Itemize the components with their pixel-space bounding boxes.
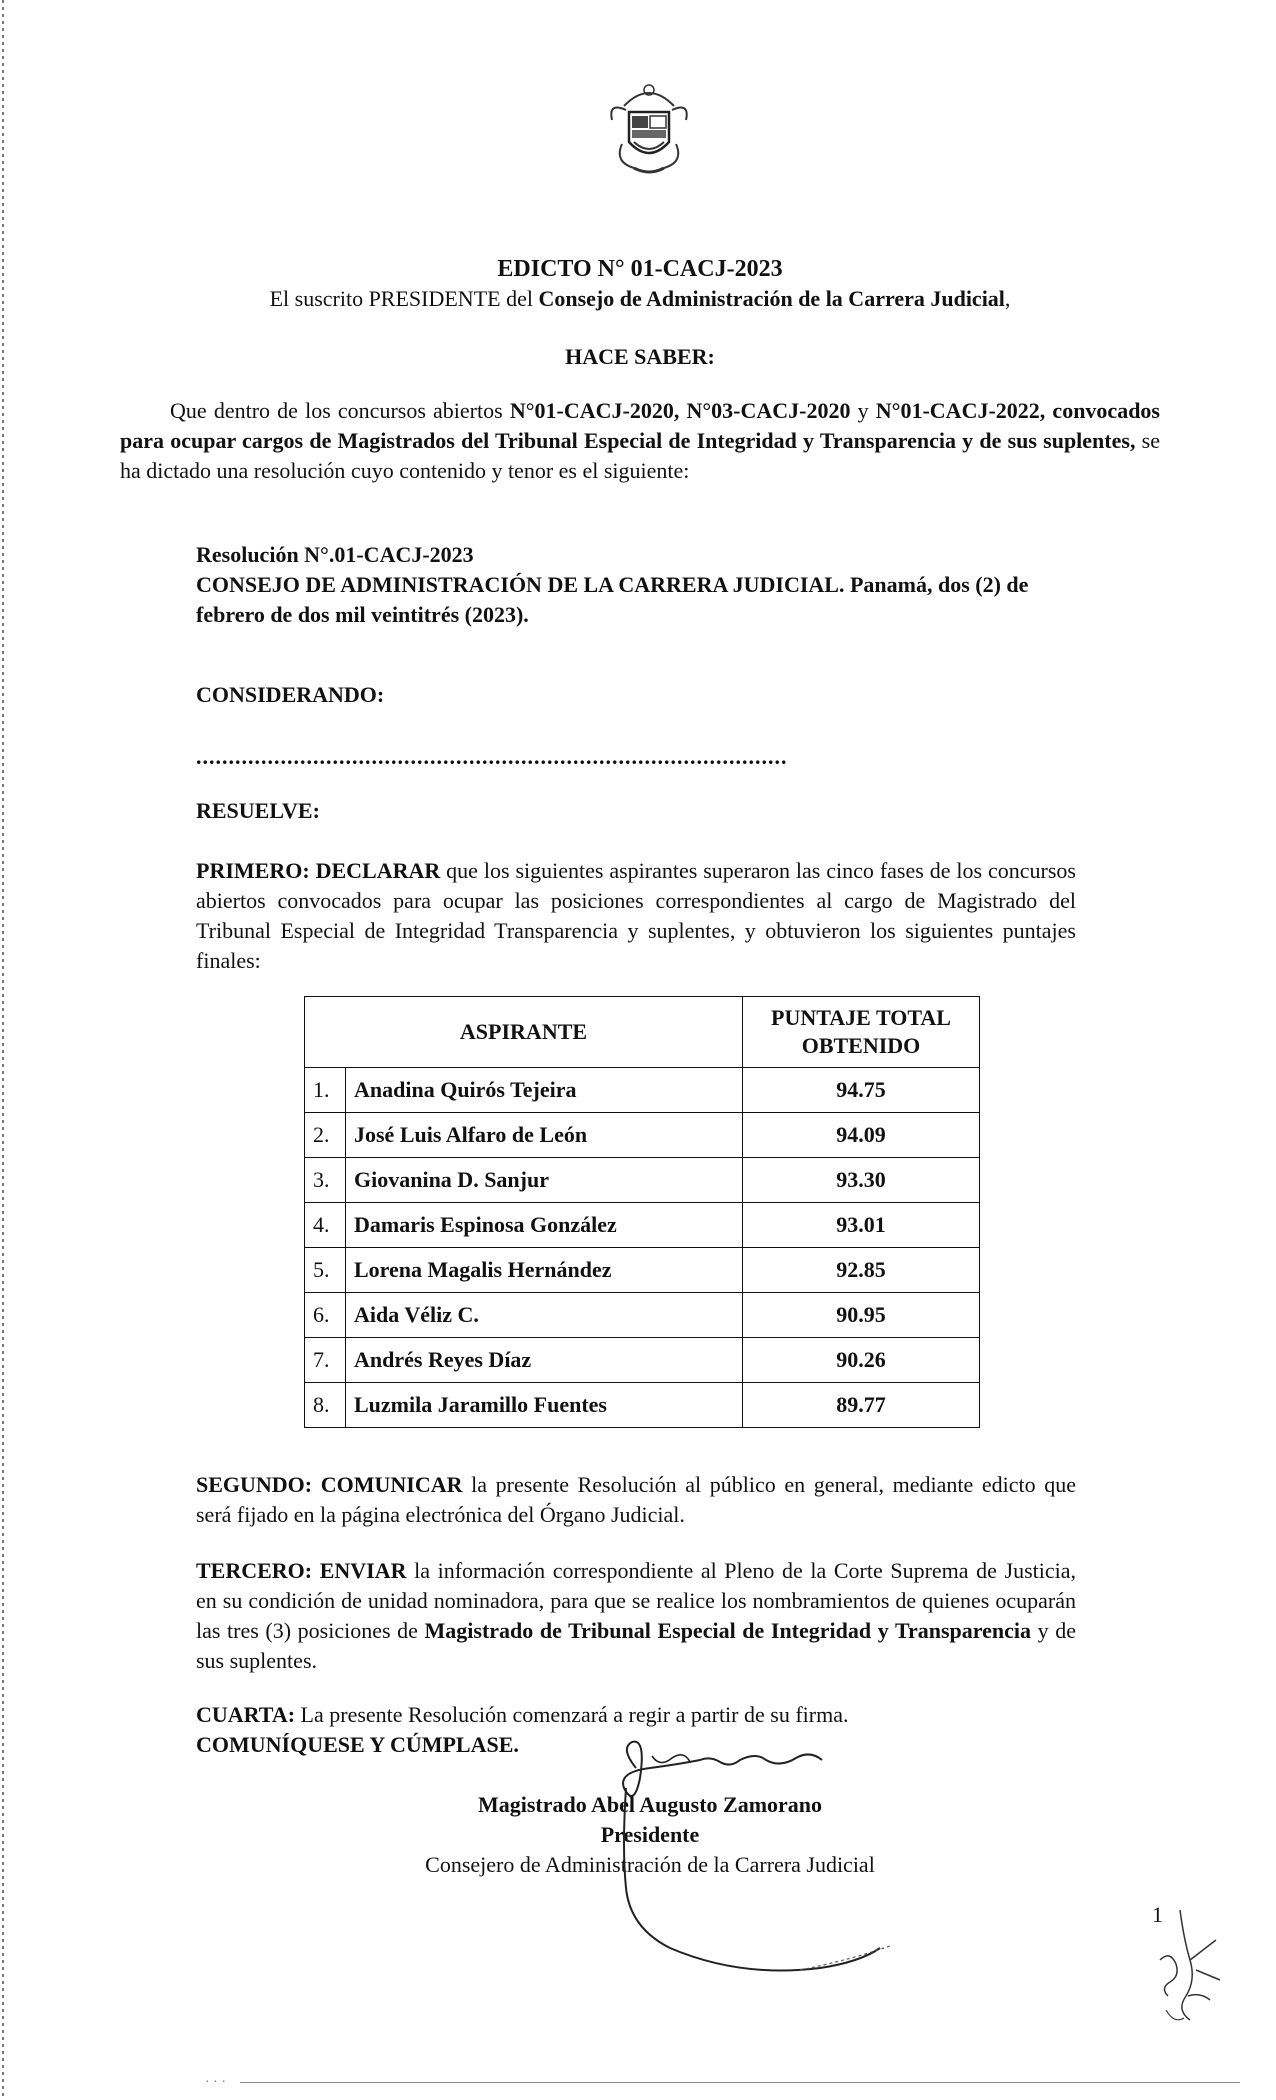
aspirant-name: José Luis Alfaro de León [346,1113,743,1158]
footer-marks: · · · [205,2075,226,2090]
table-row [305,1203,980,1248]
resolucion-consejo: CONSEJO DE ADMINISTRACIÓN DE LA CARRERA JUDICIAL. Panamá, dos (2) de febrero de dos mil veintitrés (2023). [196,572,1029,627]
table-row [305,1338,980,1383]
table-row [305,1293,980,1338]
primero-paragraph: PRIMERO: DECLARAR que los siguientes aspirantes superaron las cinco fases de los concursos abiertos convocados para ocupar las posiciones correspondientes al cargo de Magistrado del Tribunal Especial de Integridad Transparencia y suplentes, y obtuvieron los siguientes puntajes finales: [196,858,1076,973]
aspirant-name: Damaris Espinosa González [346,1203,743,1248]
row-number: 1. [305,1068,346,1113]
row-number: 2. [305,1113,346,1158]
table-row [305,1113,980,1158]
considerando-heading: CONSIDERANDO: [196,682,385,707]
aspirant-name: Lorena Magalis Hernández [346,1248,743,1293]
table-row [305,1158,980,1203]
aspirant-name: Aida Véliz C. [346,1293,743,1338]
aspirant-name: Luzmila Jaramillo Fuentes [346,1383,743,1428]
row-number: 6. [305,1293,346,1338]
signatory-body: Consejero de Administración de la Carrera Judicial [425,1852,875,1877]
aspirant-score: 89.77 [743,1383,980,1428]
header-puntaje: PUNTAJE TOTAL OBTENIDO [743,997,980,1068]
aspirant-name: Anadina Quirós Tejeira [346,1068,743,1113]
scan-edge [2,0,4,2100]
page-number: 1 [1152,1902,1163,1927]
resuelve-heading: RESUELVE: [196,798,320,823]
aspirant-score: 93.01 [743,1203,980,1248]
aspirant-name: Giovanina D. Sanjur [346,1158,743,1203]
aspirant-score: 94.09 [743,1113,980,1158]
coat-of-arms-icon [604,72,694,182]
row-number: 4. [305,1203,346,1248]
resolucion-number: Resolución N°.01-CACJ-2023 [196,542,474,567]
intro-line: El suscrito PRESIDENTE del Consejo de Administración de la Carrera Judicial, [269,286,1011,311]
aspirant-score: 90.26 [743,1338,980,1383]
row-number: 5. [305,1248,346,1293]
aspirant-score: 92.85 [743,1248,980,1293]
table-row [305,1383,980,1428]
header-aspirante: ASPIRANTE [305,997,743,1068]
row-number: 3. [305,1158,346,1203]
tercero-paragraph: TERCERO: ENVIAR la información correspondiente al Pleno de la Corte Suprema de Justicia, en su condición de unidad nominadora, para que se realice los nombramientos de quienes ocuparán las tres (3) posiciones de Magistrado de Tribunal Especial de Integridad y Transparencia y de sus suplentes. [196,1558,1077,1673]
intro-paragraph: Que dentro de los concursos abiertos N°01-CACJ-2020, N°03-CACJ-2020 y N°01-CACJ-2022, convocados para ocupar cargos de Magistrados del Tribunal Especial de Integridad y Transparencia y de sus suplentes, se ha dictado una resolución cuyo contenido y tenor es el siguiente: [120,398,1160,483]
aspirant-score: 90.95 [743,1293,980,1338]
table-header-row [305,997,980,1068]
resolucion-header [196,540,1096,630]
segundo-paragraph: SEGUNDO: COMUNICAR la presente Resolución al público en general, mediante edicto que será fijado en la página electrónica del Órgano Judicial. [196,1472,1076,1527]
row-number: 7. [305,1338,346,1383]
dotted-separator: ........................................................................................... [196,744,788,769]
signatory-name: Magistrado Abel Augusto Zamorano [477,1792,823,1817]
aspirant-name: Andrés Reyes Díaz [346,1338,743,1383]
footer-rule [240,2082,1240,2083]
scores-table [304,996,980,1428]
aspirant-score: 93.30 [743,1158,980,1203]
handwritten-initials [1140,1900,1230,2040]
signatory-title: Presidente [600,1822,700,1847]
aspirant-score: 94.75 [743,1068,980,1113]
table-row [305,1248,980,1293]
edicto-title: EDICTO N° 01-CACJ-2023 [497,256,783,282]
comuniquese-line: COMUNÍQUESE Y CÚMPLASE. [196,1732,519,1757]
hace-saber-heading: HACE SABER: [565,344,715,369]
handwritten-signature [560,1738,960,1998]
cuarta-paragraph: CUARTA: La presente Resolución comenzará a regir a partir de su firma. [196,1702,849,1727]
row-number: 8. [305,1383,346,1428]
table-row [305,1068,980,1113]
